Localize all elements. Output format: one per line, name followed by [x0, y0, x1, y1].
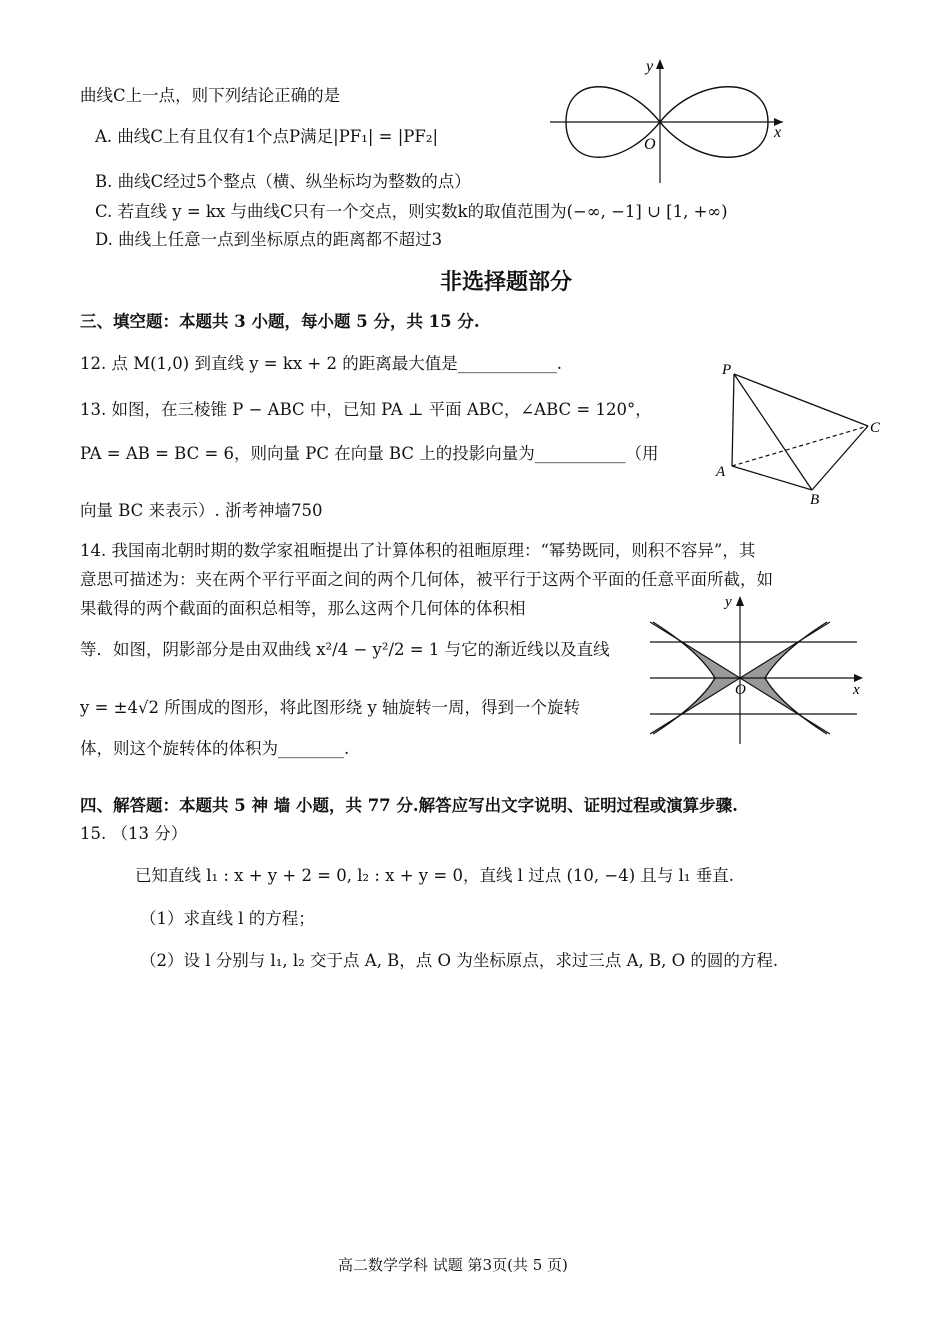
section3-header: 三、填空题：本题共 3 小题，每小题 5 分，共 15 分.	[80, 312, 480, 331]
q14-line6: 体，则这个旋转体的体积为________.	[80, 739, 350, 758]
lemniscate-x-label: x	[774, 124, 782, 141]
tetra-label-p: P	[722, 362, 732, 378]
part-title: 非选择题部分	[440, 269, 573, 295]
q13-line2: PA = AB = BC = 6，则向量 PC 在向量 BC 上的投影向量为___________（用	[80, 444, 659, 463]
q15-part2: （2）设 l 分别与 l₁, l₂ 交于点 A, B，点 O 为坐标原点，求过三点 A, B, O 的圆的方程.	[140, 951, 779, 970]
q11-stem-tail: 曲线C上一点，则下列结论正确的是	[80, 86, 341, 105]
tetra-label-c: C	[870, 420, 881, 436]
tetra-label-b: B	[810, 492, 820, 508]
q11-option-c: C. 若直线 y = kx 与曲线C只有一个交点，则实数k的取值范围为(−∞, −1] ∪ [1, +∞)	[95, 202, 728, 221]
q12-text: 12. 点 M(1,0) 到直线 y = kx + 2 的距离最大值是____________.	[80, 354, 562, 373]
q15-part1: （1）求直线 l 的方程；	[140, 909, 315, 928]
q13-line1: 13. 如图，在三棱锥 P − ABC 中，已知 PA ⊥ 平面 ABC，∠ABC = 120°，	[80, 400, 652, 419]
q11-option-d: D. 曲线上任意一点到坐标原点的距离都不超过3	[95, 230, 443, 249]
q14-line1: 14. 我国南北朝时期的数学家祖暅提出了计算体积的祖暅原理：“幂势既同，则积不容异”，其	[80, 541, 756, 560]
q13-line3: 向量 BC 来表示）. 浙考神墙750	[80, 501, 323, 520]
q14-line4: 等．如图，阴影部分是由双曲线 x²/4 − y²/2 = 1 与它的渐近线以及直线	[80, 640, 610, 659]
q14-line5: y = ±4√2 所围成的图形，将此图形绕 y 轴旋转一周，得到一个旋转	[80, 698, 581, 717]
hyperbola-x-label: x	[853, 682, 860, 698]
q14-line2: 意思可描述为：夹在两个平行平面之间的两个几何体，被平行于这两个平面的任意平面所截，如	[80, 570, 773, 589]
page-footer: 高二数学学科 试题 第3页(共 5 页)	[338, 1256, 568, 1274]
section4-header: 四、解答题：本题共 5 神 墙 小题，共 77 分.解答应写出文字说明、证明过程或演算步骤.	[80, 796, 738, 815]
lemniscate-figure	[548, 55, 793, 185]
hyperbola-y-label: y	[725, 594, 732, 610]
q15-title: 15. （13 分）	[80, 824, 188, 843]
lemniscate-origin-label: O	[644, 136, 656, 153]
q14-line3: 果截得的两个截面的面积总相等，那么这两个几何体的体积相	[80, 599, 526, 618]
q11-option-a: A. 曲线C上有且仅有1个点P满足|PF₁| = |PF₂|	[95, 127, 439, 146]
lemniscate-y-label: y	[646, 58, 654, 75]
q11-option-b: B. 曲线C经过5个整点（横、纵坐标均为整数的点）	[95, 172, 471, 191]
q15-stem: 已知直线 l₁ : x + y + 2 = 0, l₂ : x + y = 0，直线 l 过点 (10, −4) 且与 l₁ 垂直.	[135, 866, 735, 885]
hyperbola-figure	[645, 592, 870, 747]
tetra-label-a: A	[716, 464, 726, 480]
tetrahedron-figure	[710, 360, 890, 510]
hyperbola-origin-label: O	[735, 682, 746, 698]
